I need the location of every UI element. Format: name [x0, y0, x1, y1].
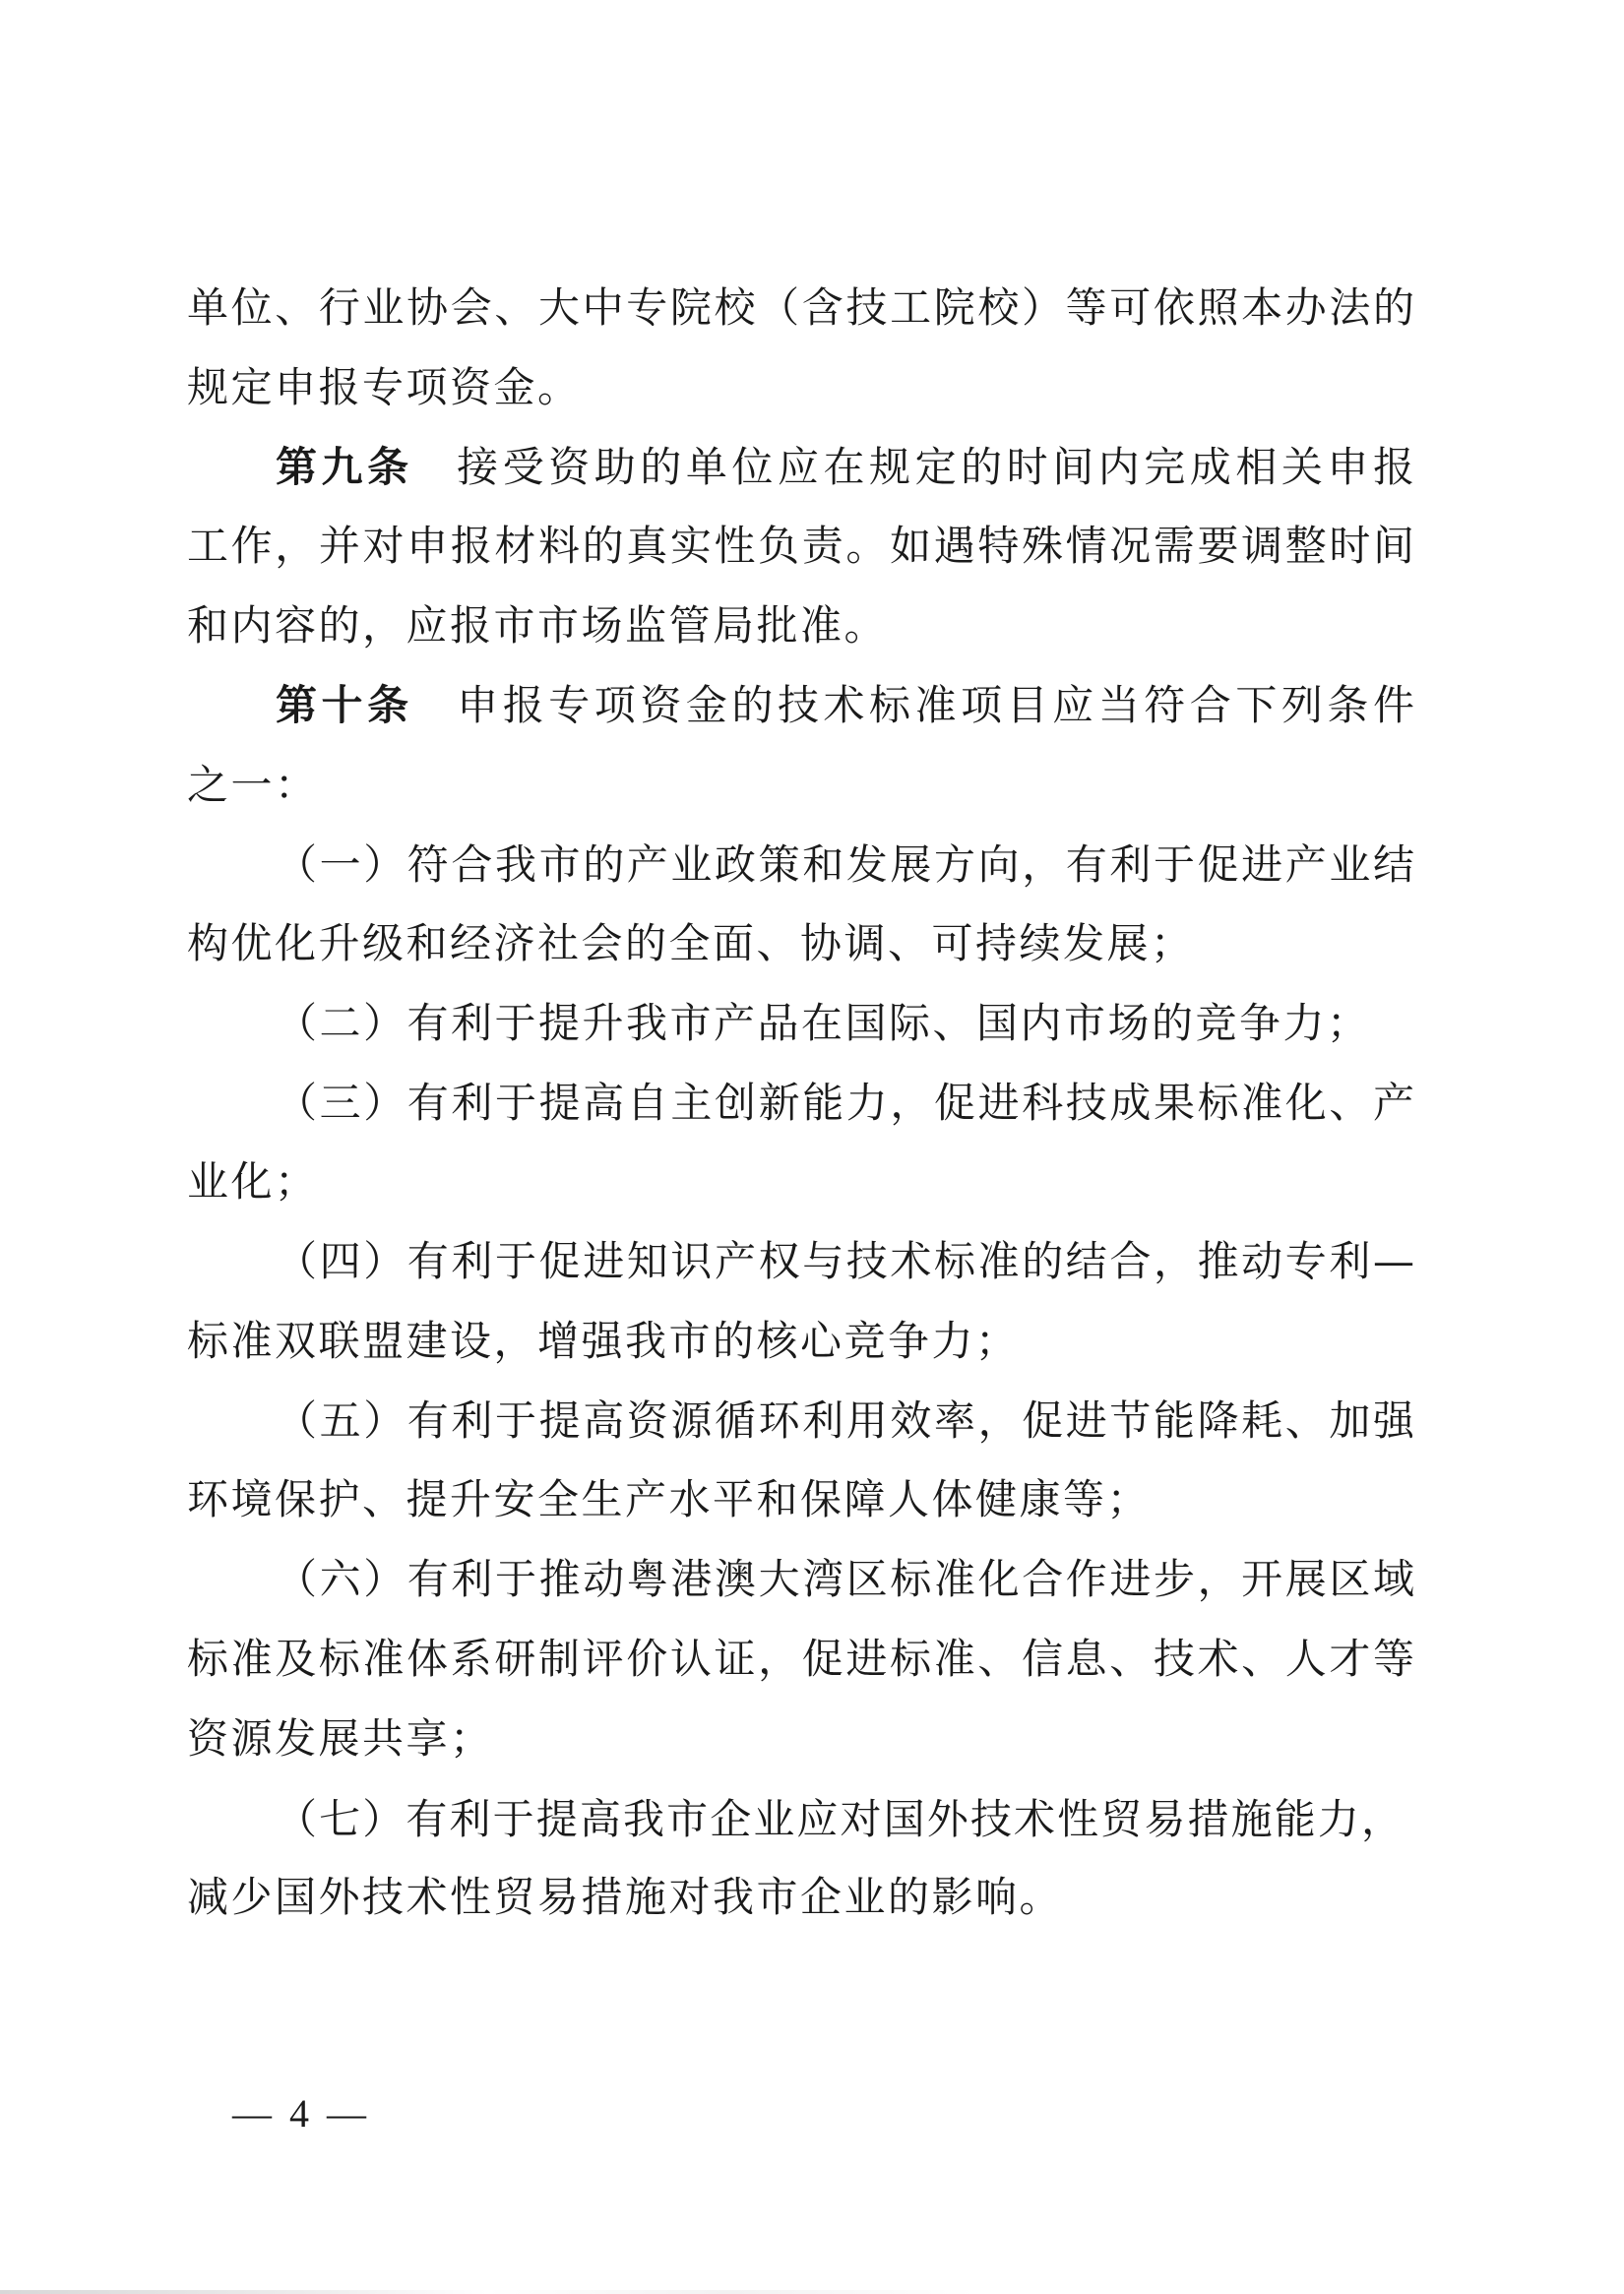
text-line: 工作，并对申报材料的真实性负责。如遇特殊情况需要调整时间 [187, 522, 1414, 570]
text-line: 标准双联盟建设，增强我市的核心竞争力； [187, 1317, 1020, 1365]
list-item-3: （三）有利于提高自主创新能力，促进科技成果标准化、产 [276, 1079, 1414, 1127]
page-number: — 4 — [232, 2091, 370, 2136]
article-9-line [276, 445, 1414, 490]
article-9-text: 接受资助的单位应在规定的时间内完成相关申报 [452, 443, 1414, 491]
list-item-2: （二）有利于提升我市产品在国际、国内市场的竞争力； [276, 999, 1371, 1047]
list-item-6: （六）有利于推动粤港澳大湾区标准化合作进步，开展区域 [276, 1555, 1414, 1603]
article-10-line [276, 683, 1414, 728]
text-line: 之一： [187, 761, 319, 809]
text-line: 环境保护、提升安全生产水平和保障人体健康等； [187, 1475, 1152, 1523]
text-line: 资源发展共享； [187, 1714, 494, 1763]
text-line: 业化； [187, 1157, 319, 1206]
text-line: 减少国外技术性贸易措施对我市企业的影响。 [187, 1873, 1064, 1921]
text-line: 标准及标准体系研制评价认证，促进标准、信息、技术、人才等 [187, 1635, 1414, 1683]
article-10-text: 申报专项资金的技术标准项目应当符合下列条件 [452, 681, 1414, 729]
text-line: 和内容的，应报市市场监管局批准。 [187, 601, 889, 650]
list-item-4: （四）有利于促进知识产权与技术标准的结合，推动专利— [276, 1237, 1414, 1285]
list-item-7: （七）有利于提高我市企业应对国外技术性贸易措施能力， [276, 1795, 1403, 1843]
list-item-5: （五）有利于提高资源循环利用效率，促进节能降耗、加强 [276, 1396, 1414, 1445]
article-9-heading: 第九条 [276, 443, 413, 491]
text-line: 规定申报专项资金。 [187, 363, 582, 411]
scan-edge-divider [0, 2290, 1624, 2294]
text-line: 单位、行业协会、大中专院校（含技工院校）等可依照本办法的 [187, 283, 1414, 332]
article-10-heading: 第十条 [276, 681, 413, 729]
list-item-1: （一）符合我市的产业政策和发展方向，有利于促进产业结 [276, 840, 1414, 889]
text-line: 构优化升级和经济社会的全面、协调、可持续发展； [187, 919, 1195, 967]
